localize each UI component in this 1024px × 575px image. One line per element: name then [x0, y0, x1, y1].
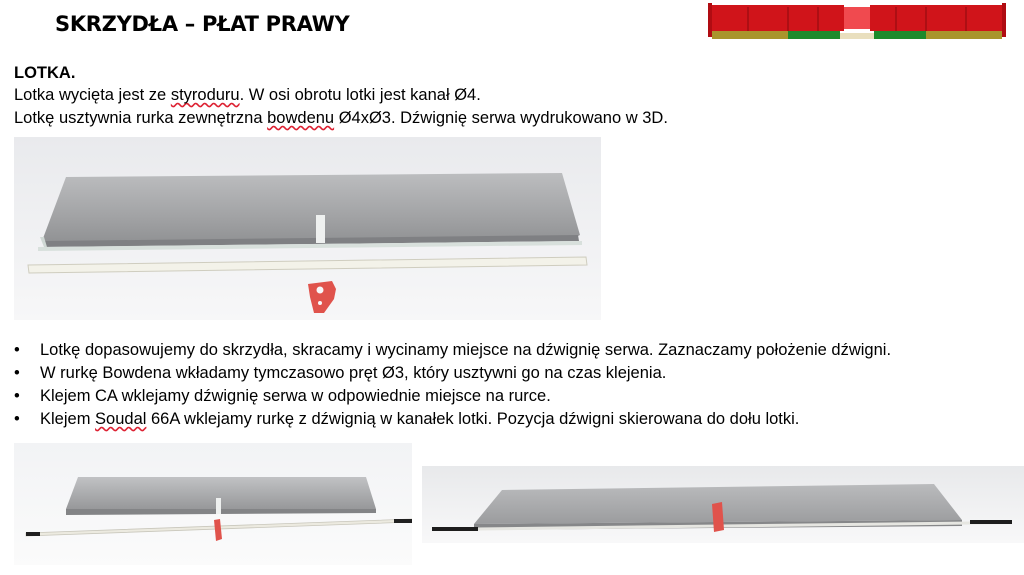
text-segment: . W osi obrotu lotki jest kanał Ø4.: [239, 86, 481, 104]
wing-layout-thumbnail: [708, 3, 1006, 43]
text-segment: Klejem CA wklejamy dźwignię serwa w odpowiednie miejsce na rurce.: [40, 387, 551, 405]
photo-aileron-parts: [14, 137, 601, 320]
spellcheck-flagged-word: Soudal: [95, 410, 147, 428]
text-segment: Lotka wycięta jest ze: [14, 86, 171, 104]
text-segment: Lotkę usztywnia rurka zewnętrzna: [14, 109, 268, 127]
text-line-1: [14, 86, 481, 105]
list-item: [14, 339, 891, 362]
bullet-symbol: •: [14, 387, 20, 405]
text-segment: 66A wklejamy rurkę z dźwignią w kanałek lotki. Pozycja dźwigni skierowana do dołu lotki.: [146, 410, 800, 428]
text-segment: W rurkę Bowdena wkładamy tymczasowo pręt Ø3, który usztywni go na czas klejenia.: [40, 364, 667, 382]
section-heading: LOTKA.: [14, 64, 76, 82]
bullet-symbol: •: [14, 410, 20, 428]
photo-aileron-side-view: [422, 466, 1024, 543]
spellcheck-flagged-word: styroduru: [170, 86, 240, 104]
spellcheck-flagged-word: bowdenu: [267, 109, 335, 127]
photo-aileron-with-tube: [14, 443, 412, 565]
page-title: SKRZYDŁA – PŁAT PRAWY: [55, 12, 350, 36]
bullet-symbol: •: [14, 341, 20, 359]
list-item: [14, 385, 891, 408]
text-segment: Ø4xØ3. Dźwignię serwa wydrukowano w 3D.: [334, 109, 668, 127]
instruction-list: [14, 339, 891, 431]
list-item: [14, 408, 891, 431]
text-segment: Klejem: [40, 410, 96, 428]
text-line-2: [14, 109, 668, 128]
text-segment: Lotkę dopasowujemy do skrzydła, skracamy i wycinamy miejsce na dźwignię serwa. Zaznaczamy położenie dźwigni.: [40, 341, 892, 359]
list-item: [14, 362, 891, 385]
bullet-symbol: •: [14, 364, 20, 382]
